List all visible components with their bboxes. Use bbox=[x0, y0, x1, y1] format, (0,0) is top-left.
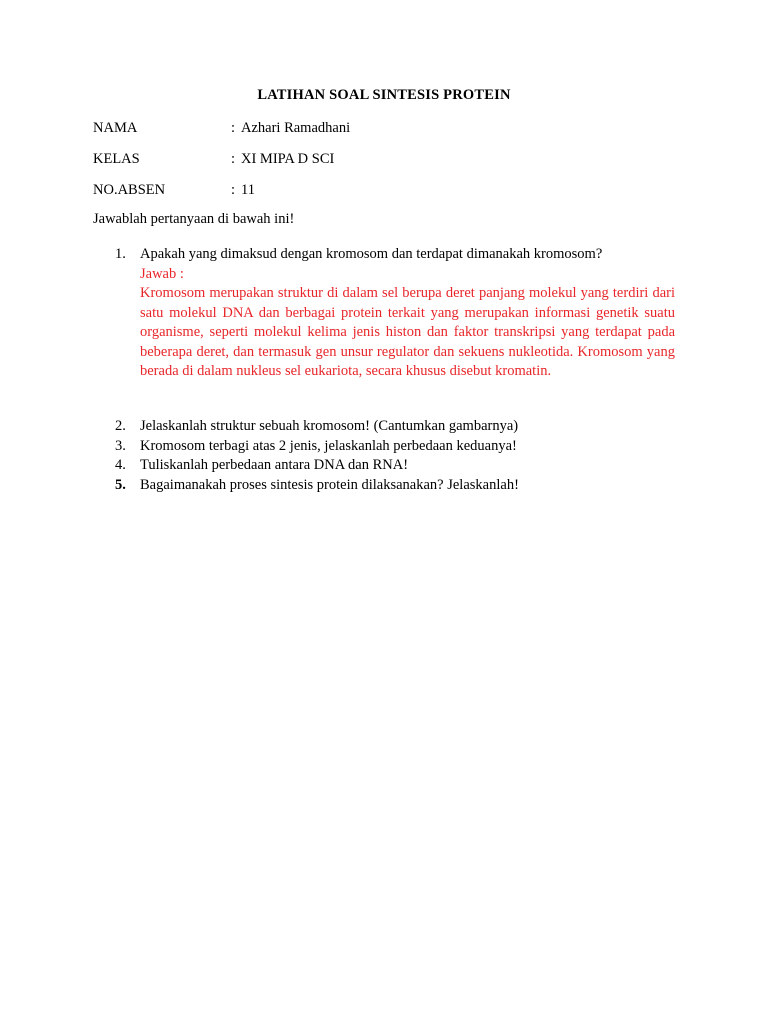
info-label: NO.ABSEN bbox=[93, 182, 166, 198]
question-list-1 bbox=[115, 245, 675, 382]
question-text: Bagaimanakah proses sintesis protein dilaksanakan? Jelaskanlah! bbox=[140, 476, 519, 493]
info-label: NAMA bbox=[93, 120, 138, 136]
question-number: 5. bbox=[115, 476, 126, 493]
question-item-3 bbox=[115, 437, 675, 457]
question-number: 4. bbox=[115, 457, 126, 473]
info-colon: : bbox=[231, 151, 236, 167]
question-item-5 bbox=[115, 476, 675, 496]
document-title: LATIHAN SOAL SINTESIS PROTEIN bbox=[257, 87, 511, 103]
question-item-1 bbox=[115, 245, 675, 382]
question-item-4 bbox=[115, 456, 675, 476]
question-list-2 bbox=[115, 417, 675, 495]
info-value-nama: Azhari Ramadhani bbox=[241, 120, 351, 136]
question-number: 3. bbox=[115, 437, 126, 454]
info-value-absen: 11 bbox=[241, 182, 255, 198]
info-value-kelas: XI MIPA D SCI bbox=[241, 151, 335, 167]
info-colon: : bbox=[231, 120, 236, 136]
question-text: Jelaskanlah struktur sebuah kromosom! (Cantumkan gambarnya) bbox=[140, 418, 519, 434]
question-number: 2. bbox=[115, 418, 126, 434]
answer-label: Jawab : bbox=[140, 265, 184, 282]
question-text: Kromosom terbagi atas 2 jenis, jelaskanlah perbedaan keduanya! bbox=[140, 437, 517, 454]
question-text: Apakah yang dimaksud dengan kromosom dan terdapat dimanakah kromosom? bbox=[140, 246, 603, 262]
question-text: Tuliskanlah perbedaan antara DNA dan RNA! bbox=[140, 457, 409, 473]
info-label: KELAS bbox=[93, 151, 140, 167]
instruction-text: Jawablah pertanyaan di bawah ini! bbox=[93, 211, 295, 227]
question-number: 1. bbox=[115, 246, 126, 262]
answer-text: Kromosom merupakan struktur di dalam sel berupa deret panjang molekul yang terdiri dari satu molekul DNA dan berbagai protein terkait yang merupakan informasi genetik suatu organisme, seperti molekul kelima jenis histon dan faktor transkripsi yang terdapat pada beberapa deret, dan termasuk gen unsur regulator dan sekuens nukleotida. Kromosom yang berada di dalam nukleus sel eukariota, secara khusus disebut kromatin. bbox=[140, 285, 675, 379]
info-colon: : bbox=[231, 182, 236, 198]
question-item-2 bbox=[115, 417, 675, 437]
